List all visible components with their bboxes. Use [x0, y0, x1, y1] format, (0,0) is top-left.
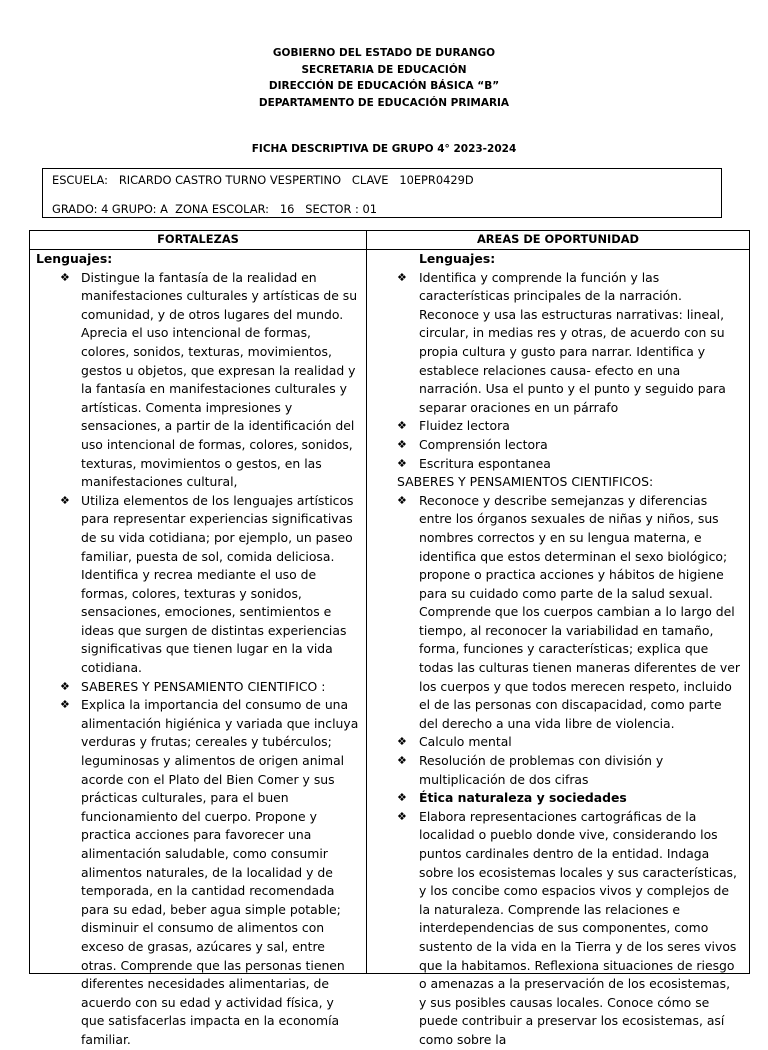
- header-government: GOBIERNO DEL ESTADO DE DURANGO: [272, 47, 496, 59]
- diamond-bullet-icon: ❖: [60, 679, 70, 693]
- diamond-bullet-icon: ❖: [397, 754, 407, 768]
- header-secretary: SECRETARIA DE EDUCACIÓN: [301, 63, 467, 76]
- list-item-bold: ❖ Ética naturaleza y sociedades: [367, 789, 749, 808]
- diamond-bullet-icon: ❖: [397, 735, 407, 749]
- list-item: ❖ Identifica y comprende la función y las características principales de la narración. Reconoce y usa las estructuras narrativas: lineal, circular, in medias res y otras, de acuerdo con su propia cultura y gusto para narrar. Identifica y establece relaciones causa- efecto en una narración. Usa el punto y el punto y seguido para separar oraciones en un párrafo: [397, 269, 726, 415]
- diamond-bullet-icon: ❖: [397, 456, 407, 470]
- list-item: ❖ Distingue la fantasía de la realidad en manifestaciones culturales y artísticas de su comunidad, y de otros lugares del mundo. Aprecia el uso intencional de formas, colores, sonidos, texturas, movimientos, gestos u objetos, que expresan la realidad y la fantasía en manifestaciones culturales y artísticas. Comenta impresiones y sensaciones, a partir de la identificación del uso intencional de formas, colores, sonidos, texturas, movimientos o gestos, en las manifestaciones cultural,: [60, 269, 358, 490]
- list-item: ❖ Calculo mental: [367, 733, 749, 752]
- diamond-bullet-icon: ❖: [397, 493, 407, 507]
- list-item: ❖ Reconoce y describe semejanzas y diferencias entre los órganos sexuales de niñas y niños, sus nombres correctos y en su lengua materna, e identifica que estos determinan el sexo biológico; propone o practica acciones y hábitos de higiene para su cuidado como parte de la salud sexual. Comprende que los cuerpos cambian a lo largo del tiempo, al reconocer la variabilidad en tamaño, forma, funciones y características; explica que todas las culturas tienen maneras diferentes de ver los cuerpos y que todos merecen respeto, incluido el de las personas con discapacidad, como parte del derecho a una vida libre de violencia.: [397, 492, 740, 731]
- school-line: ESCUELA: RICARDO CASTRO TURNO VESPERTINO CLAVE 10EPR0429D: [52, 173, 474, 187]
- list-item: ❖ Resolución de problemas con división y multiplicación de dos cifras: [397, 753, 664, 787]
- column-header-strengths: FORTALEZAS: [30, 231, 367, 250]
- opportunities-cell: [367, 250, 750, 1047]
- strengths-list: [30, 269, 366, 1050]
- column-header-opportunities: AREAS DE OPORTUNIDAD: [367, 231, 750, 250]
- list-item: ❖ Escritura espontanea: [367, 455, 749, 474]
- document-header: [0, 45, 768, 111]
- diamond-bullet-icon: ❖: [397, 270, 407, 284]
- list-item: ❖ Utiliza elementos de los lenguajes artísticos para representar experiencias significativas de su vida cotidiana; por ejemplo, un paseo familiar, puesta de sol, comida deliciosa. Identifica y recrea mediante el uso de formas, colores, texturas y sonidos, sensaciones, emociones, sentimientos e ideas que surgen de distintas experiencias significativas que tienen lugar en la vida cotidiana.: [60, 492, 354, 676]
- diamond-bullet-icon: ❖: [397, 419, 407, 433]
- strengths-section-heading: Lenguajes:: [36, 251, 113, 266]
- school-info-box: [42, 168, 722, 218]
- list-item: ❖ Explica la importancia del consumo de una alimentación higiénica y variada que incluya verduras y frutas; cereales y tubérculos; leguminosas y alimentos de origen animal acorde con el Plato del Bien Comer y sus prácticas culturales, para el buen funcionamiento del cuerpo. Propone y practica acciones para favorecer una alimentación saludable, como consumir alimentos naturales, de la localidad y de temporada, en la cantidad recomendada para su edad, beber agua simple potable; disminuir el consumo de alimentos con exceso de grasas, azúcares y sal, entre otras. Comprende que las personas tienen diferentes necesidades alimentarias, de acuerdo con su edad y actividad física, y que satisfacerlas impacta en la economía familiar.: [60, 697, 359, 1047]
- assessment-table: [29, 230, 750, 1047]
- document-title: FICHA DESCRIPTIVA DE GRUPO 4° 2023-2024: [251, 143, 517, 155]
- header-department: DEPARTAMENTO DE EDUCACIÓN PRIMARIA: [258, 96, 510, 109]
- diamond-bullet-icon: ❖: [397, 437, 407, 451]
- grade-line: GRADO: 4 GRUPO: A ZONA ESCOLAR: 16 SECTOR : 01: [52, 202, 377, 216]
- list-item: ❖ SABERES Y PENSAMIENTO CIENTIFICO :: [30, 678, 366, 697]
- diamond-bullet-icon: ❖: [397, 791, 407, 805]
- diamond-bullet-icon: ❖: [60, 270, 70, 284]
- science-subheading: SABERES Y PENSAMIENTOS CIENTIFICOS:: [397, 474, 654, 490]
- list-item: ❖ Fluidez lectora: [367, 417, 749, 436]
- diamond-bullet-icon: ❖: [60, 493, 70, 507]
- header-direction: DIRECCIÓN DE EDUCACIÓN BÁSICA “B”: [268, 80, 500, 92]
- list-item: ❖ Elabora representaciones cartográficas de la localidad o pueblo donde vive, considerando los puntos cardinales dentro de la entidad. Indaga sobre los ecosistemas locales y sus características, y los concibe como espacios vivos y complejos de la naturaleza. Comprende las relaciones e interdependencias de sus componentes, como sustento de la vida en la Tierra y de los seres vivos que la habitamos. Reflexiona situaciones de riesgo o amenazas a la preservación de los ecosistemas, y sus posibles causas locales. Conoce cómo se puede contribuir a preservar los ecosistemas, así como sobre la: [397, 808, 737, 1047]
- diamond-bullet-icon: ❖: [60, 698, 70, 712]
- list-item: ❖ Comprensión lectora: [367, 436, 749, 455]
- opportunities-list-b: [367, 492, 749, 1050]
- opportunities-list-a: [367, 269, 749, 474]
- strengths-cell: [30, 250, 367, 1047]
- diamond-bullet-icon: ❖: [397, 809, 407, 823]
- opportunities-section-heading: Lenguajes:: [419, 251, 496, 266]
